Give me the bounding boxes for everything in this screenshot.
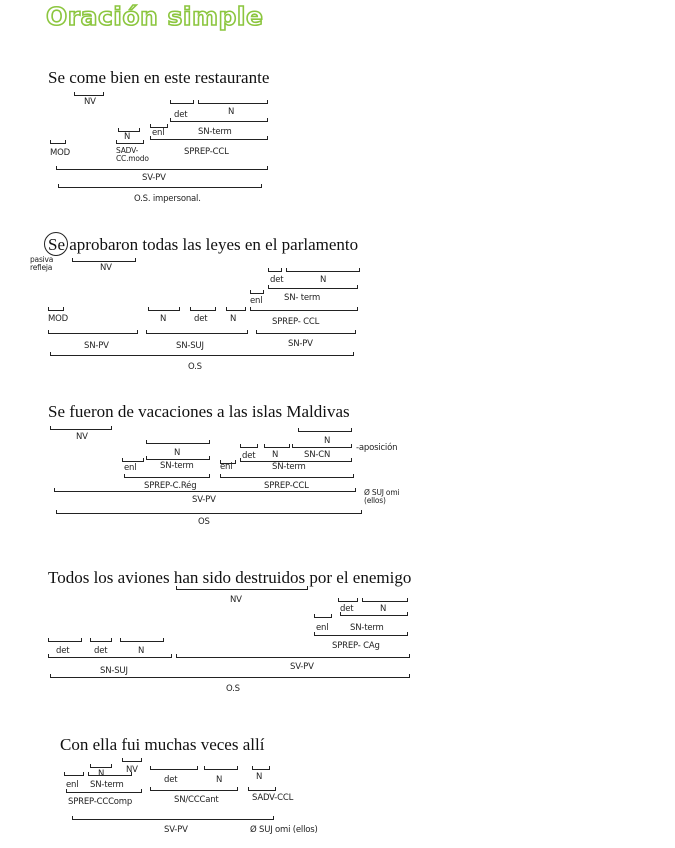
- circled-word: Se: [48, 235, 65, 254]
- page-title: Oración simple: [46, 2, 264, 31]
- sentence-3: Se fueron de vacaciones a las islas Maldivas: [48, 402, 350, 421]
- sentence-2: Se aprobaron todas las leyes en el parlamento: [48, 235, 359, 254]
- sentence-1: Se come bien en este restaurante: [48, 68, 270, 87]
- sentence-5: Con ella fui muchas veces allí: [60, 735, 265, 754]
- sentence-4: Todos los aviones han sido destruidos por el enemigo: [48, 568, 412, 587]
- notes-page: Oración simple Se come bien en este restaurante NV det N N enl SN-term MOD SADV- CC.modo SPREP-CCL SV-PV O.S. impersonal. Se aprobaron todas las leyes en el parlamento pasiva refleja NV det N enl SN- term MOD N det N SPREP- CCL SN-PV SN-SUJ SN-PV O.S Se fueron de vacaciones a las islas Maldivas NV N N det N SN-CN -aposición enl SN-term enl SN-term SPREP-C.Rég SPREP-CCL Ø SUJ omi (ellos) SV-PV OS Todos los aviones han sido destruidos por el enemigo NV det N enl SN-term SPREP- CAg det det N SN-SUJ SV-PV O.S Con ella fui muchas veces allí NV N N det N enl SN-term SPREP-CCComp SN/CCCant SADV-CCL SV-PV Ø SUJ omi (ellos): [30, 2, 412, 835]
